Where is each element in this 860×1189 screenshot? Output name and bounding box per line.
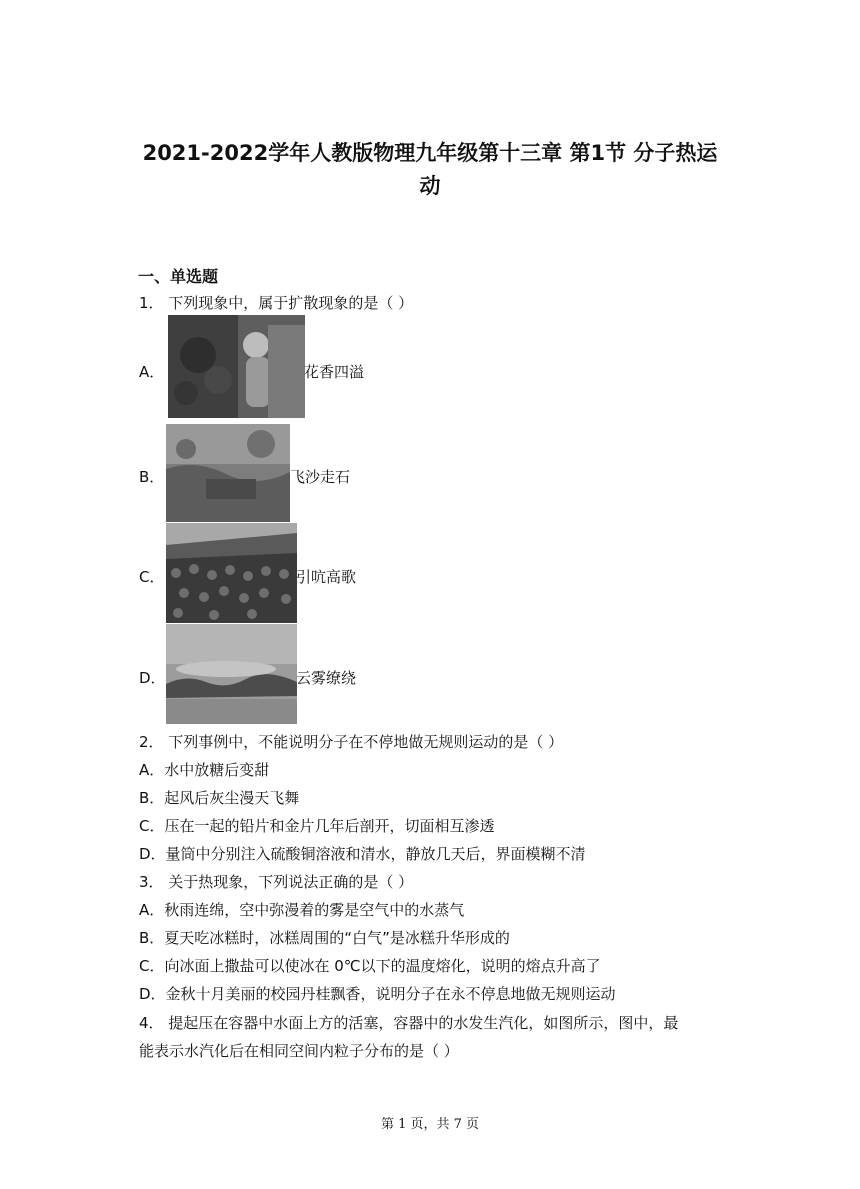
question-4-stem-line-1: 4． 提起压在容器中水面上方的活塞，容器中的水发生汽化，如图所示，图中，最 — [139, 1014, 679, 1032]
q1-option-c-letter: C． — [139, 568, 165, 586]
q1-option-b-caption: 飞沙走石 — [290, 468, 351, 486]
question-3-stem: 3． 关于热现象，下列说法正确的是（ ） — [139, 873, 414, 891]
q2-option-a: A．水中放糖后变甜 — [139, 761, 270, 779]
q1-option-a-letter: A． — [139, 363, 165, 381]
q1-option-a-image — [168, 315, 305, 418]
question-1-stem: 1． 下列现象中，属于扩散现象的是（ ） — [139, 294, 414, 312]
q1-option-d-letter: D． — [139, 669, 166, 687]
q3-option-d: D．金秋十月美丽的校园丹桂飘香，说明分子在永不停息地做无规则运动 — [139, 985, 616, 1003]
q2-option-d: D．量筒中分别注入硫酸铜溶液和清水，静放几天后，界面模糊不清 — [139, 845, 586, 863]
q3-option-c: C．向冰面上撒盐可以使冰在 0℃以下的温度熔化，说明的熔点升高了 — [139, 957, 601, 975]
section-heading: 一、单选题 — [138, 267, 219, 286]
question-4-stem-line-2: 能表示水汽化后在相同空间内粒子分布的是（ ） — [139, 1042, 459, 1060]
q1-option-c-caption: 引吭高歌 — [296, 568, 357, 586]
question-2-stem: 2． 下列事例中，不能说明分子在不停地做无规则运动的是（ ） — [139, 733, 564, 751]
document-title — [120, 137, 740, 203]
title-line-2: 动 — [419, 174, 441, 198]
q1-option-d-caption: 云雾缭绕 — [296, 669, 357, 687]
q1-option-a-caption: 花香四溢 — [304, 363, 365, 381]
q2-option-c: C．压在一起的铅片和金片几年后剖开，切面相互渗透 — [139, 817, 495, 835]
page-footer: 第 1 页，共 7 页 — [380, 1117, 480, 1132]
q1-option-b-letter: B． — [139, 468, 165, 486]
q3-option-b: B．夏天吃冰糕时，冰糕周围的“白气”是冰糕升华形成的 — [139, 929, 510, 947]
title-line-1: 2021-2022学年人教版物理九年级第十三章 第1节 分子热运 — [142, 141, 718, 165]
q2-option-b: B．起风后灰尘漫天飞舞 — [139, 789, 300, 807]
q1-option-c-image — [166, 523, 297, 623]
q1-option-d-image — [166, 624, 297, 724]
q1-option-b-image — [166, 424, 290, 522]
q3-option-a: A．秋雨连绵，空中弥漫着的雾是空气中的水蒸气 — [139, 901, 465, 919]
